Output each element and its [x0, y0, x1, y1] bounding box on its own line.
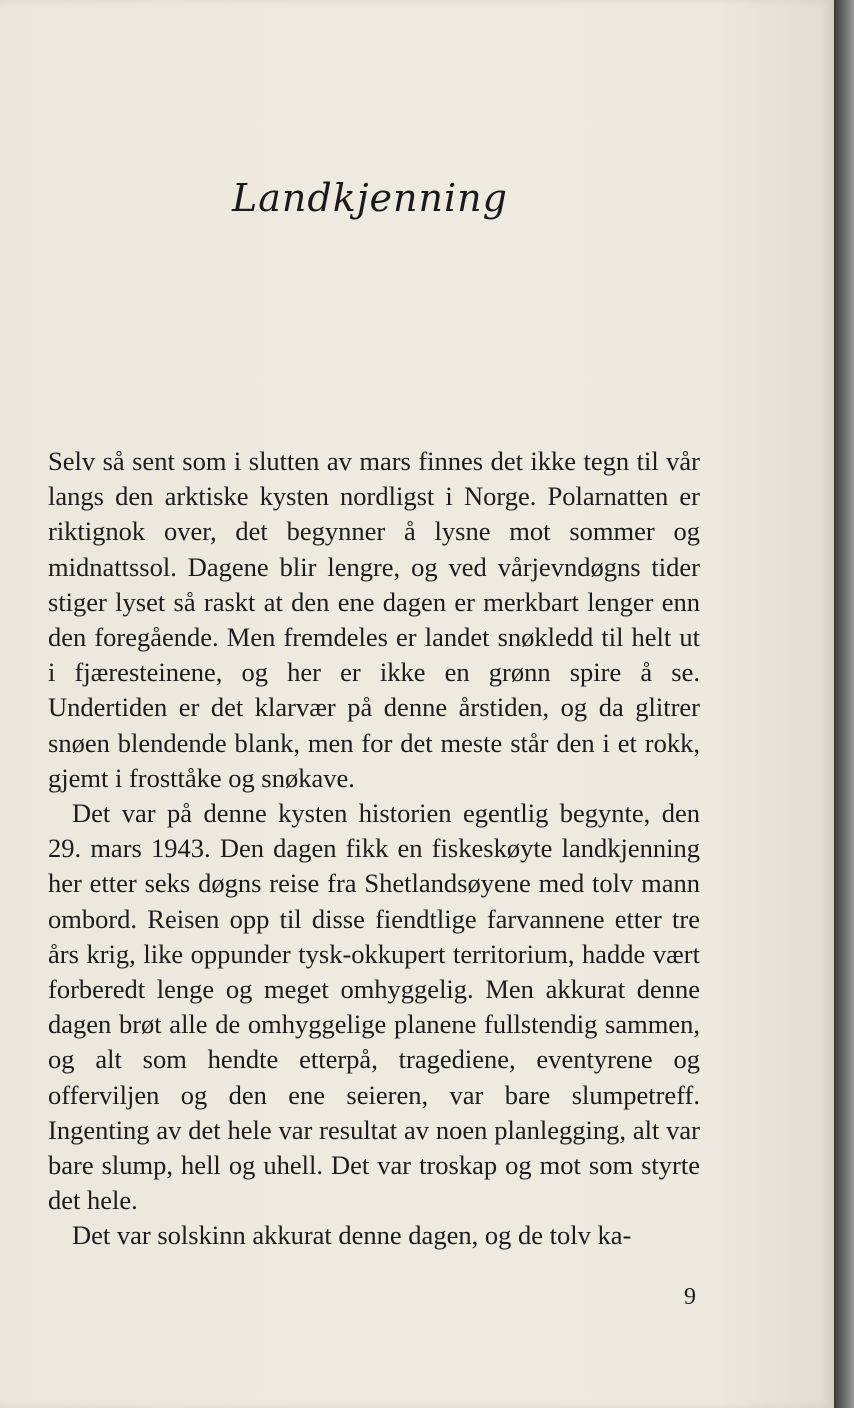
page-edge-shadow: [834, 0, 854, 1408]
chapter-title: Landkjenning: [232, 176, 508, 220]
page-number: 9: [684, 1284, 696, 1310]
paragraph: Selv så sent som i slutten av mars finnes det ikke tegn til vår langs den arktiske kysten nordligst i Norge. Polarnatten er riktignok over, det begynner å lysne mot sommer og midnattssol. Dagene blir lengre, og ved vårjevndøgns tider stiger lyset så raskt at den ene dagen er merkbart lenger enn den foregående. Men fremdeles er landet snøkledd til helt ut i fjæresteinene, og her er ikke en grønn spire å se. Undertiden er det klarvær på denne årstiden, og da glitrer snøen blendende blank, men for det meste står den i et rokk, gjemt i frosttåke og snøkave.: [48, 446, 700, 793]
paragraph: Det var på denne kysten historien egentlig begynte, den 29. mars 1943. Den dagen fikk en fiskeskøyte landkjenning her etter seks døgns reise fra Shetlandsøyene med tolv mann ombord. Reisen opp til disse fiendtlige farvannene etter tre års krig, like oppunder tysk-okkupert territorium, hadde vært forberedt lenge og meget omhyggelig. Men akkurat denne dagen brøt alle de omhyggelige planene fullstendig sammen, og alt som hendte etterpå, tragediene, eventyrene og offerviljen og den ene seieren, var bare slumpetreff. Ingenting av det hele var resultat av noen planlegging, alt var bare slump, hell og uhell. Det var troskap og mot som styrte det hele.: [48, 798, 700, 1216]
body-text: [48, 444, 700, 1254]
paragraph: Det var solskinn akkurat denne dagen, og de tolv ka-: [72, 1220, 632, 1251]
